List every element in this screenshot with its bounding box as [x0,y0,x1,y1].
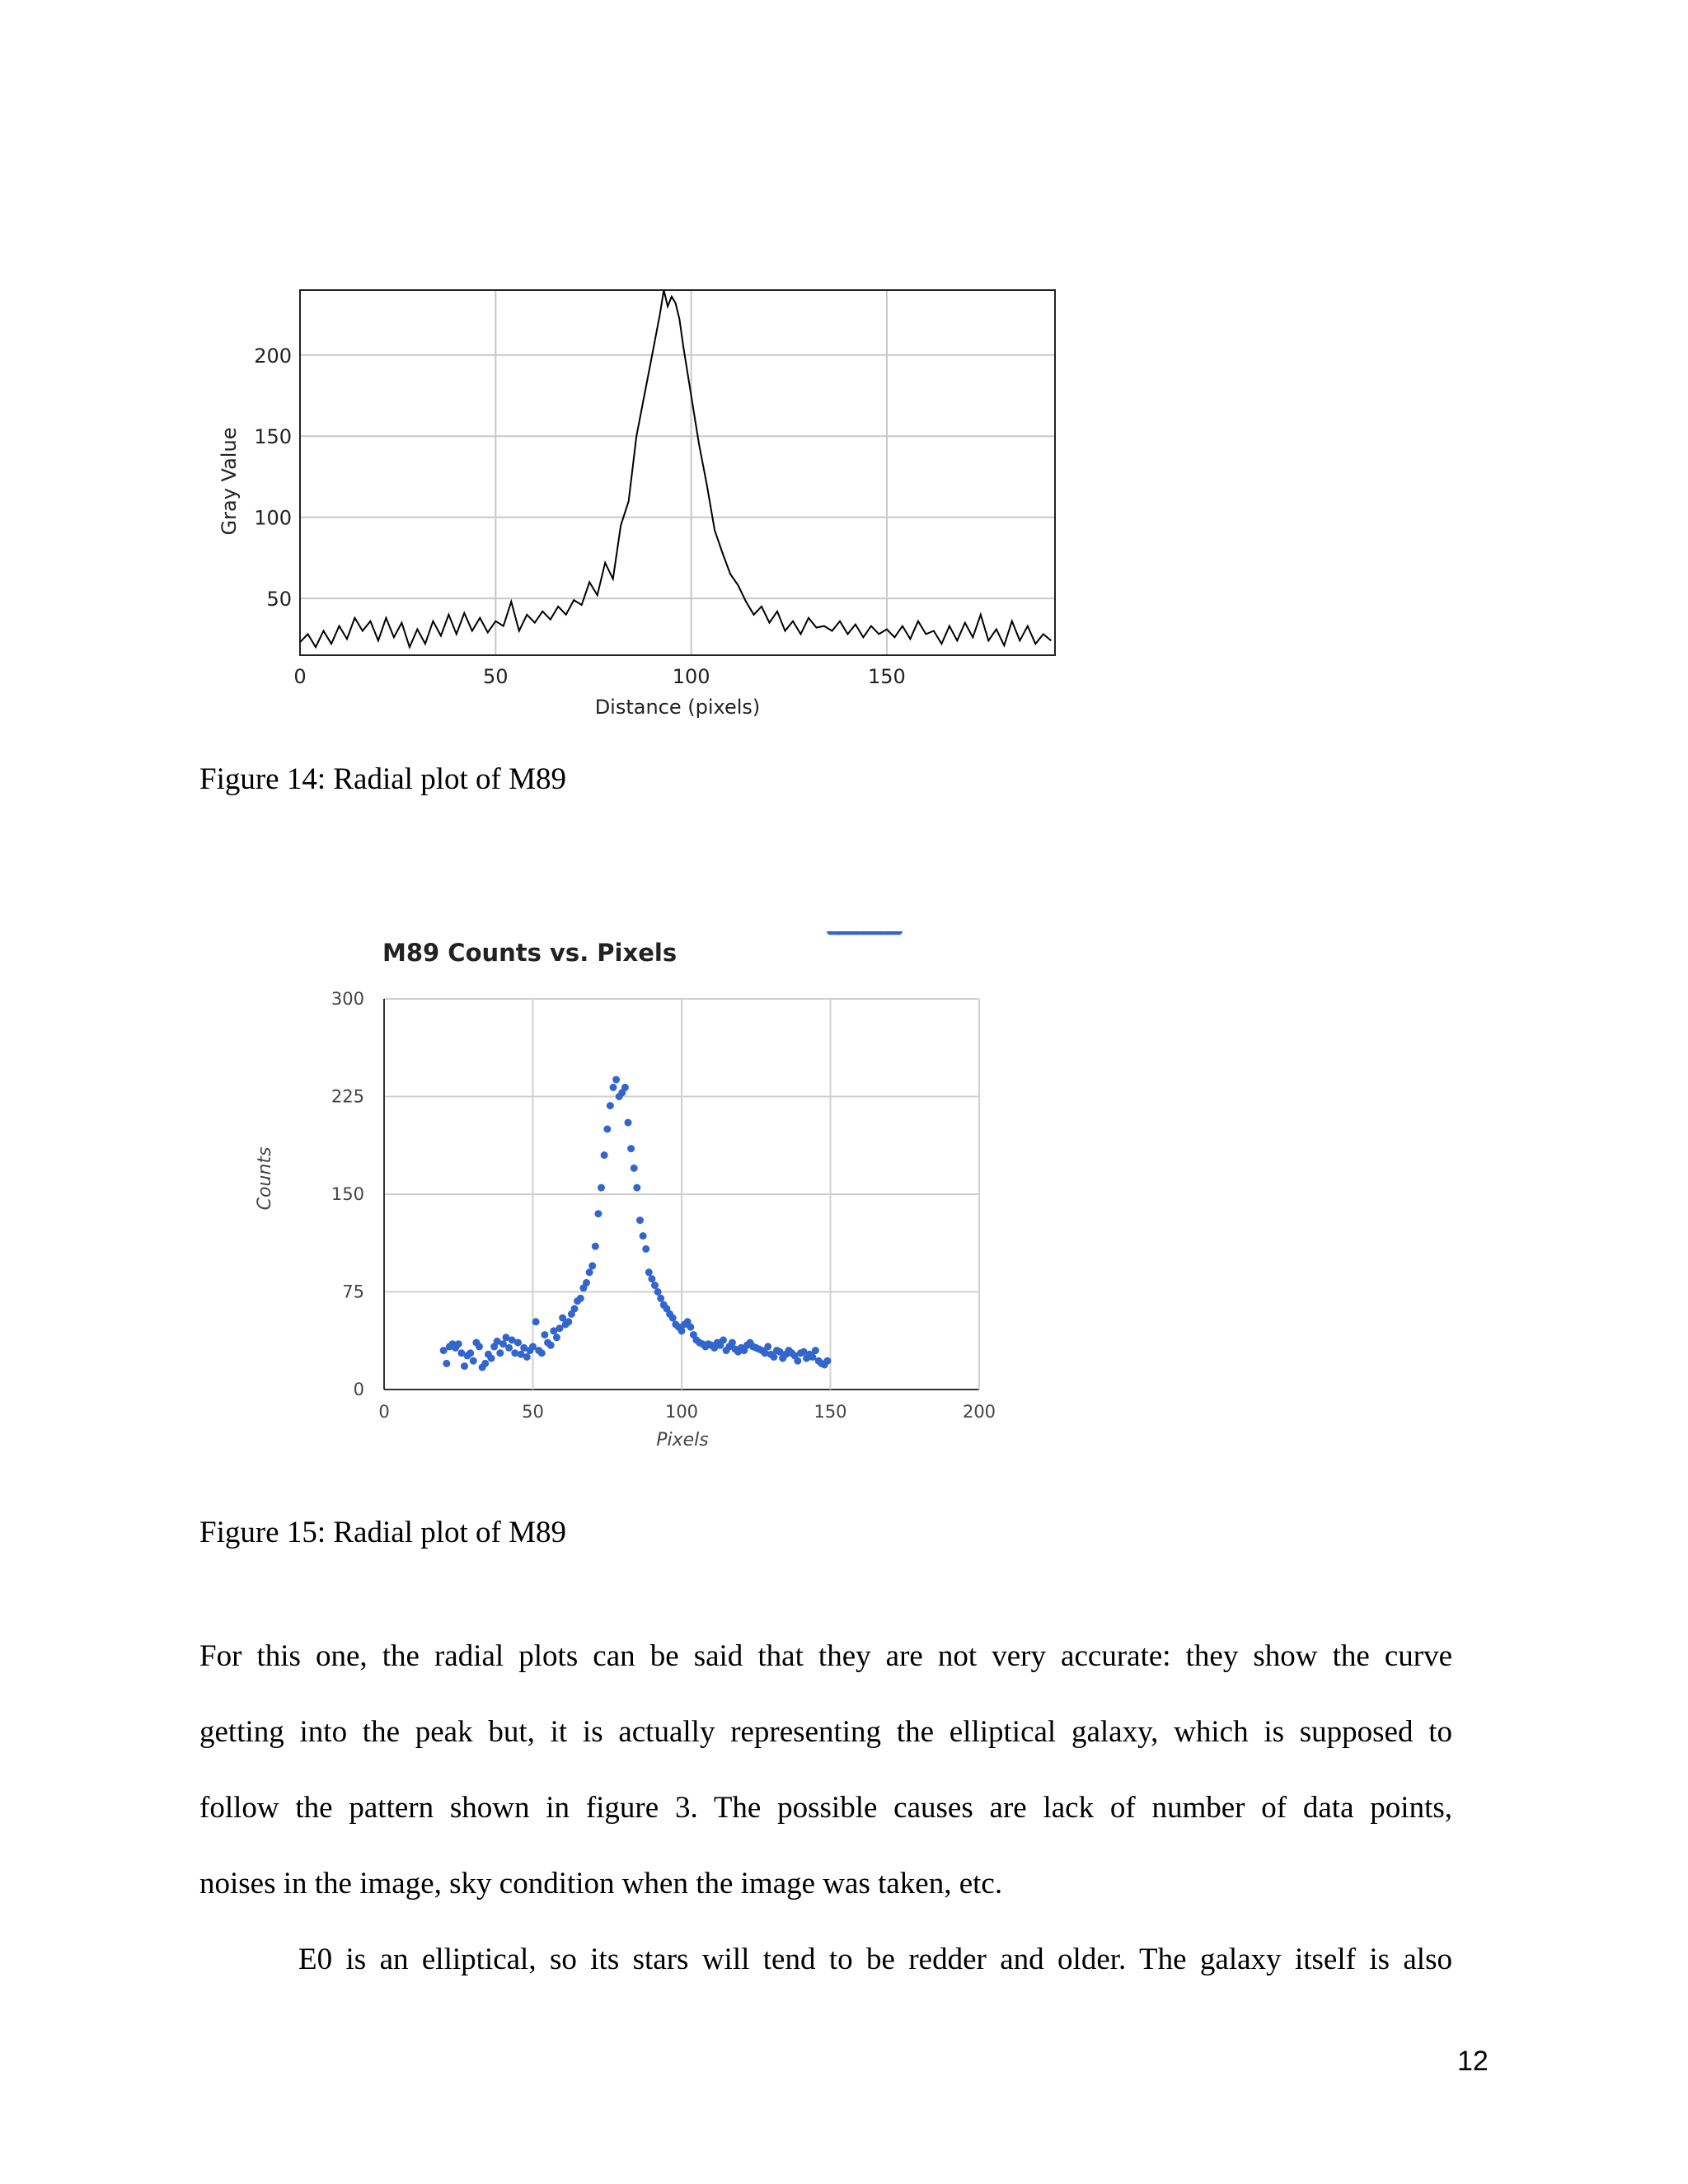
figure-15-data-point [476,1343,483,1350]
paragraph-line: noises in the image, sky condition when the image was taken, etc. [199,1867,1003,1900]
figure-14-y-ticks [254,344,292,611]
figure-14-y-tick-label: 150 [254,425,292,449]
figure-15-data-point [443,1360,450,1367]
figure-14-plot-frame [300,290,1055,655]
figure-14-x-axis-label: Distance (pixels) [594,696,761,719]
figure-15-data-point [651,1282,659,1289]
figure-15-data-point [764,1343,771,1350]
figure-14-series-line [300,290,1051,647]
figure-15-y-tick-label: 150 [331,1184,364,1204]
figure-15-data-point [636,1216,644,1224]
figure-15-y-tick-label: 75 [342,1282,364,1302]
figure-15-x-tick-label: 100 [664,1402,699,1422]
figure-15-data-point [496,1349,504,1357]
figure-15-points [440,931,903,1371]
figure-15-data-point [470,1357,477,1365]
figure-15-data-point [640,1232,647,1240]
figure-15-data-point [812,1347,819,1354]
figure-15-x-axis-label: Pixels [656,1430,709,1451]
figure-15-data-point [621,1084,629,1091]
figure-15-data-point [488,1355,495,1362]
figure-15-data-point [633,1184,640,1192]
figure-15-data-point [547,1342,555,1349]
figure-14-grid [300,290,1055,655]
figure-15-data-point [794,1357,801,1365]
figure-15-data-point [770,1353,777,1361]
figure-15-y-tick-label: 300 [331,989,364,1009]
paragraph-line: follow the pattern shown in figure 3. The possible causes are lack of number of data points, [199,1791,1452,1825]
figure-15-data-point [505,1344,513,1352]
figure-15-caption: Figure 15: Radial plot of M89 [199,1516,566,1549]
figure-15-data-point [625,1119,632,1127]
figure-15-data-point [571,1305,579,1313]
figure-15-data-point [729,1339,736,1347]
figure-14-x-ticks [293,665,905,688]
figure-15-data-point [467,1349,474,1357]
figure-15-data-point [532,1318,540,1325]
figure-15-data-point [612,1076,620,1084]
figure-15-data-point [720,1337,727,1344]
figure-15-y-axis-label: Counts [255,1146,275,1211]
figure-15-data-point [481,1360,489,1367]
figure-15-x-tick-label: 200 [962,1402,996,1422]
figure-15-data-point [514,1339,522,1347]
figure-15-data-point [541,1331,548,1338]
figure-15-data-point [455,1340,462,1347]
figure-15-data-point [553,1333,560,1341]
figure-15-data-point [627,1145,635,1152]
figure-15-data-point [565,1318,572,1325]
figure-15-data-point [823,1357,831,1365]
figure-15-data-point [538,1349,546,1357]
figure-15-data-point [523,1353,531,1361]
figure-14-y-tick-label: 200 [254,344,292,368]
figure-15-data-point [592,1243,599,1250]
figure-14-caption: Figure 14: Radial plot of M89 [199,762,566,796]
paragraph-line: getting into the peak but, it is actually representing the elliptical galaxy, which is supposed to [199,1715,1452,1749]
figure-15-x-tick-label: 150 [814,1402,847,1422]
figure-15-data-point [657,1295,664,1302]
figure-15-data-point [601,1151,608,1159]
figure-15-y-tick-label: 225 [331,1086,364,1107]
figure-15-data-point [687,1324,694,1331]
figure-14-x-tick-label: 100 [672,665,710,688]
figure-15-data-point [654,1288,662,1296]
body-paragraph-2 [298,1922,1452,1998]
figure-15-data-point [461,1362,468,1370]
figure-15-data-point [678,1327,686,1334]
figure-15-data-point [645,1268,653,1276]
figure-14-x-tick-label: 150 [868,665,906,688]
figure-15-data-point [598,1184,605,1192]
figure-15-x-tick-label: 0 [378,1402,390,1422]
figure-15-data-point [586,1268,593,1276]
figure-15-data-point [648,1275,655,1282]
figure-14-chart [214,280,1063,725]
figure-15-data-point [642,1245,649,1253]
figure-15-y-ticks [331,989,364,1399]
figure-15-data-point [631,1165,638,1172]
figure-15-chart-title: M89 Counts vs. Pixels [382,939,678,967]
figure-15-x-tick-label: 50 [522,1402,544,1422]
figure-15-data-point [588,1262,596,1269]
figure-15-data-point [577,1295,584,1302]
figure-14-y-tick-label: 50 [266,588,292,612]
figure-15-data-point [583,1279,590,1286]
figure-15-data-point [607,1102,614,1109]
paragraph-line: For this one, the radial plots can be said that they are not very accurate: they show the curve [199,1639,1452,1673]
figure-15-data-point [610,1084,617,1091]
figure-14-x-tick-label: 50 [483,665,509,688]
paragraph-line: E0 is an elliptical, so its stars will tend to be redder and older. The galaxy itself is also [298,1943,1452,1976]
figure-15-y-tick-label: 0 [353,1380,364,1399]
figure-14-x-tick-label: 0 [293,665,307,688]
figure-15-data-point [603,1126,611,1133]
figure-15-chart [247,931,1014,1459]
body-paragraph-1 [199,1619,1452,1922]
figure-15-x-ticks [378,1402,996,1422]
page-number: 12 [1457,2046,1489,2077]
figure-15-data-point [669,1315,677,1322]
figure-14-y-axis-label: Gray Value [218,427,241,536]
figure-15-data-point [594,1210,602,1217]
figure-14-y-tick-label: 100 [254,506,292,530]
